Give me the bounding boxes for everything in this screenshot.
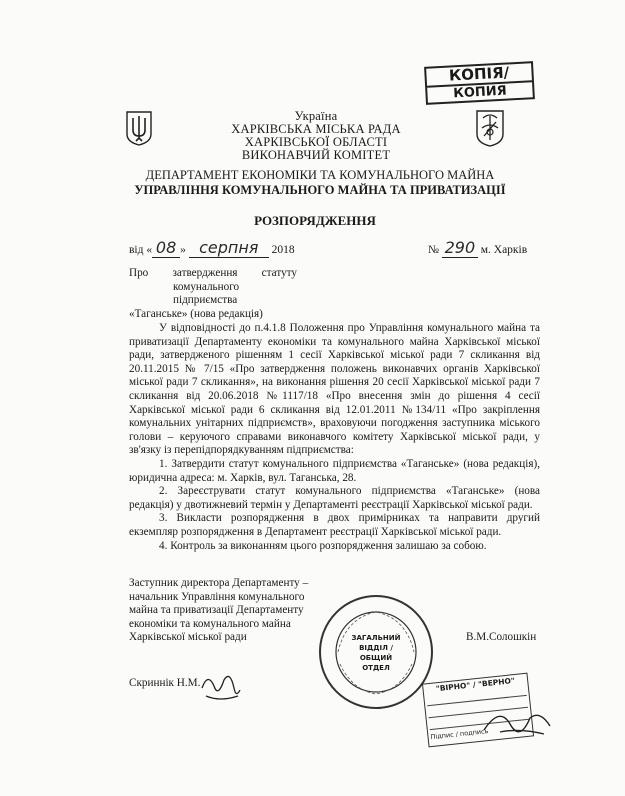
executor-signature-icon xyxy=(196,668,244,704)
subject xyxy=(129,267,297,321)
item-4: 4. Контроль за виконанням цього розпорядження залишаю за собою. xyxy=(159,539,487,552)
place: м. Харків xyxy=(480,244,528,256)
number-label: № xyxy=(428,244,439,256)
document-title: РОЗПОРЯДЖЕННЯ xyxy=(254,213,376,228)
copy-stamp-line2: КОПИЯ xyxy=(452,83,508,102)
verify-stamp-line: Підпис / подпись xyxy=(430,727,489,742)
country-name: Україна xyxy=(294,109,338,123)
verify-stamp-title: "ВІРНО" / "ВЕРНО" xyxy=(435,676,516,694)
date-month: серпня xyxy=(189,238,269,258)
kharkiv-coat-of-arms-icon xyxy=(474,108,506,148)
round-stamp-text2: ВІДДІЛ / xyxy=(359,644,393,652)
copy-stamp xyxy=(424,61,535,105)
council-name: ХАРКІВСЬКА МІСЬКА РАДА xyxy=(231,122,401,136)
body-text xyxy=(129,322,540,553)
signatory-line3: майна та приватизації Департаменту xyxy=(129,604,304,617)
signatory-name: В.М.Солошкін xyxy=(466,631,537,643)
number-line xyxy=(428,238,558,258)
item-2: 2. Зареєструвати статут комунального підприємства «Таганське» (нова редакція) у двотижневий термін у Департаменті реєстрації Харківської міської ради. xyxy=(129,485,540,511)
letterhead xyxy=(160,110,472,162)
signatory-line2: начальник Управління комунального xyxy=(129,590,305,603)
signatory-line5: Харківської міської ради xyxy=(129,631,247,644)
trident-emblem-icon xyxy=(125,110,153,146)
date-close: » xyxy=(180,244,186,256)
item-1: 1. Затвердити статут комунального підприємства «Таганське» (нова редакція), юридична адреса: м. Харків, вул. Таганська, 28. xyxy=(129,457,540,484)
management-name: УПРАВЛІННЯ КОМУНАЛЬНОГО МАЙНА ТА ПРИВАТИЗАЦІЇ xyxy=(134,183,506,197)
date-day: 08 xyxy=(152,238,180,258)
signature-scribble-icon xyxy=(480,700,560,740)
subject-line1: Про затвердження статуту xyxy=(129,267,297,279)
round-stamp-text1: ЗАГАЛЬНИЙ xyxy=(351,634,401,642)
executor-name: Скриннік Н.М. xyxy=(129,677,201,689)
date-prefix: від « xyxy=(129,244,153,256)
region-name: ХАРКІВСЬКОЇ ОБЛАСТІ xyxy=(244,135,388,149)
date-year: 2018 xyxy=(271,244,295,256)
document-number: 290 xyxy=(442,238,478,258)
committee-name: ВИКОНАВЧИЙ КОМІТЕТ xyxy=(241,148,391,162)
round-stamp xyxy=(316,592,436,712)
subject-line3: «Таганське» (нова редакція) xyxy=(129,307,263,320)
item-3: 3. Викласти розпорядження в двох примірниках та направити другий екземпляр розпорядження в Департамент реєстрації Харківської міської ради. xyxy=(129,512,540,538)
round-stamp-text3: ОБЩИЙ ОТДЕЛ xyxy=(359,654,393,672)
signatory-line4: економіки та комунального майна xyxy=(129,617,291,630)
subject-line2: комунального підприємства xyxy=(173,280,240,307)
copy-stamp-line1: КОПІЯ/ xyxy=(426,63,532,87)
signatory-line1: Заступник директора Департаменту – xyxy=(129,577,309,589)
department-name: ДЕПАРТАМЕНТ ЕКОНОМІКИ ТА КОМУНАЛЬНОГО МАЙНА xyxy=(145,168,495,182)
intro-paragraph: У відповідності до п.4.1.8 Положення про Управління комунального майна та приватизації Департаменту економіки та комунального майна Харківської міської ради, затвердженого рішенням 1 сесії Харківської міської ради 7 скликання від 20.11.2015 № 7/15 «Про затвердження положень виконавчих органів Харківської міської ради 7 скликання», на виконання рішення 20 сесії Харківської міської ради 7 скликання від 20.06.2018 №1117/18 «Про внесення змін до рішення 4 сесії Харківської міської ради 6 скликання від 12.01.2011 №134/11 «Про закріплення комунальних унітарних підприємств», враховуючи погодження заступника міського голови – керуючого справами виконавчого комітету Харківської міської ради, у зв'язку із перепідпорядкуванням підприємства: xyxy=(129,322,540,457)
